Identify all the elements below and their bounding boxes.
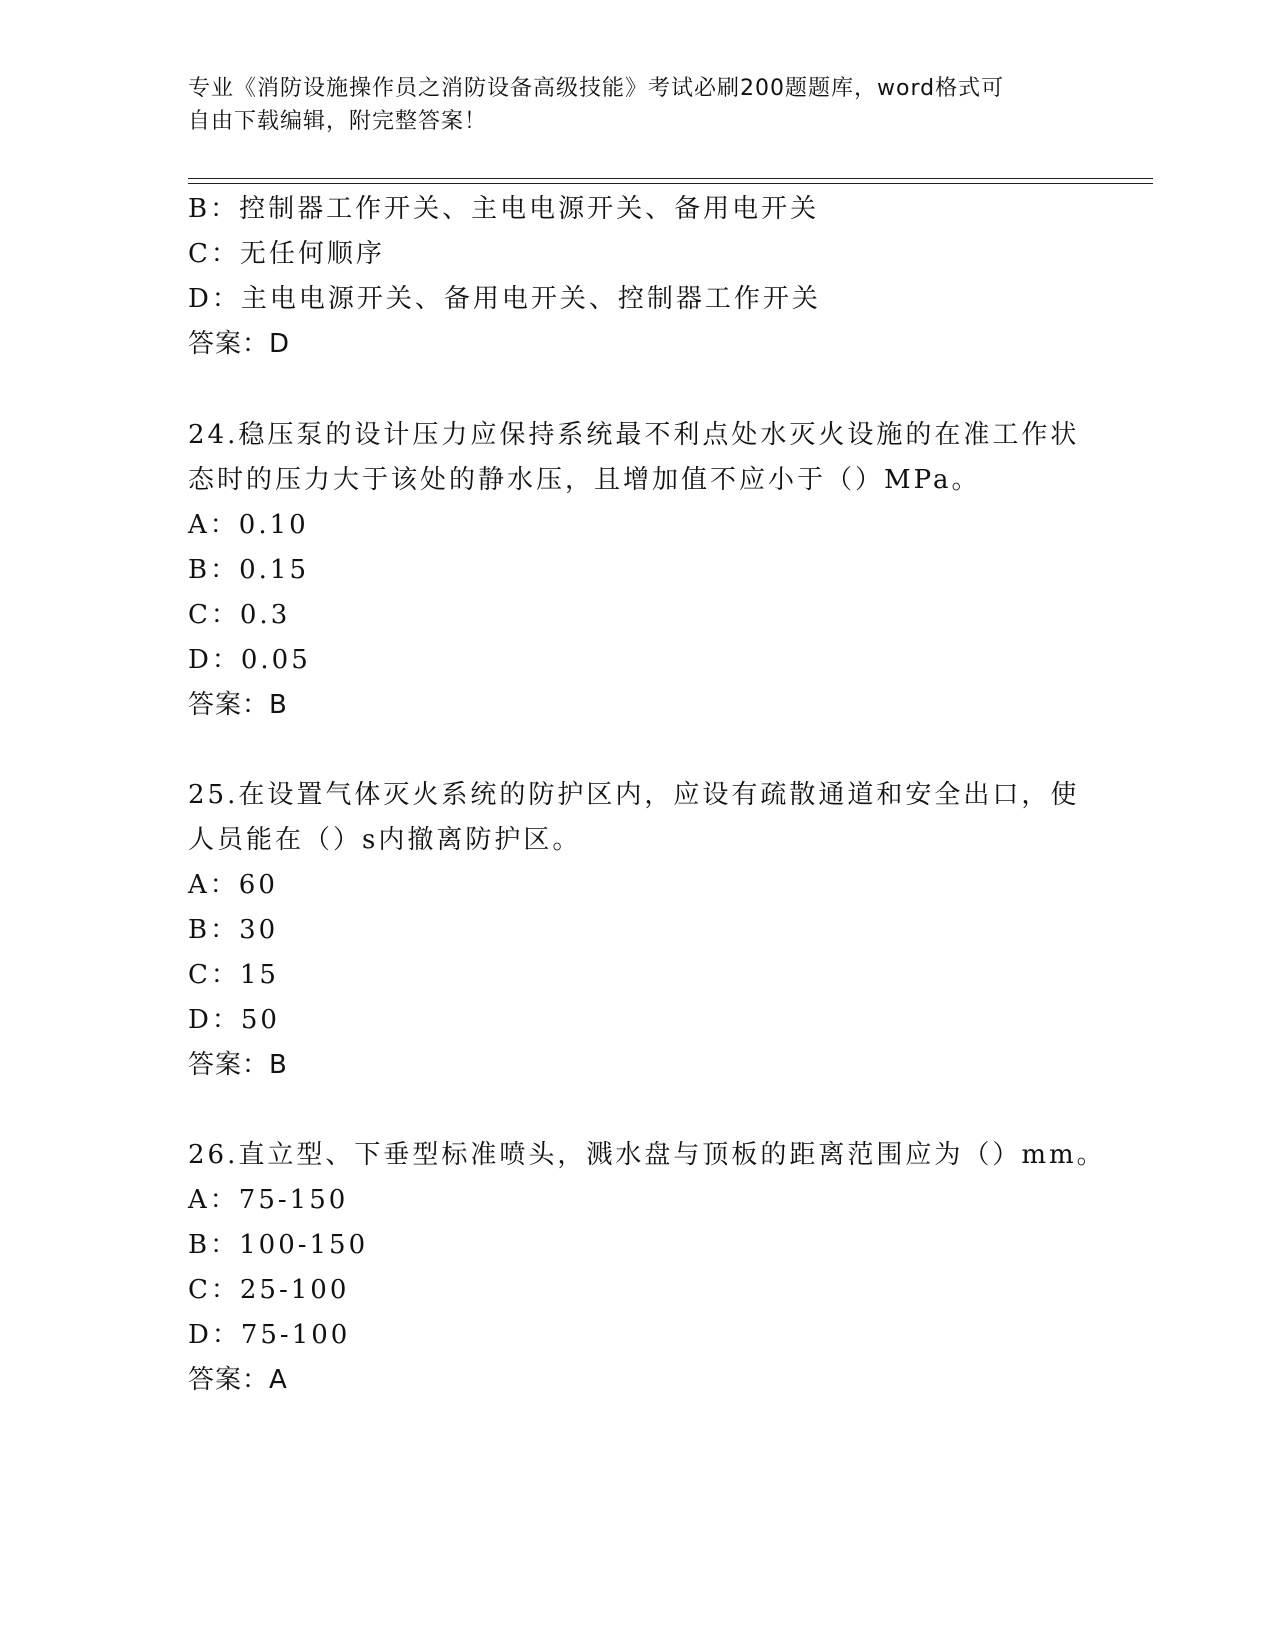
q25-option-c: C：15 xyxy=(188,960,279,990)
q24-option-b: B：0.15 xyxy=(188,555,309,585)
q26-option-a: A：75-150 xyxy=(188,1185,349,1215)
q24-option-c: C：0.3 xyxy=(188,600,291,630)
q23-option-d: D：主电电源开关、备用电开关、控制器工作开关 xyxy=(188,284,821,314)
q24-stem-line-1: 24.稳压泵的设计压力应保持系统最不利点处水灭火设施的在准工作状 xyxy=(188,420,1080,450)
q26-answer: 答案：A xyxy=(188,1365,288,1395)
q24-option-a: A：0.10 xyxy=(188,510,309,540)
q25-option-d: D：50 xyxy=(188,1005,280,1035)
q26-option-b: B：100-150 xyxy=(188,1230,369,1260)
q26-option-d: D：75-100 xyxy=(188,1320,351,1350)
header-divider-bottom xyxy=(188,183,1153,184)
q25-option-a: A：60 xyxy=(188,870,278,900)
q26-stem-line-1: 26.直立型、下垂型标准喷头，溅水盘与顶板的距离范围应为（）mm。 xyxy=(188,1140,1106,1170)
q25-option-b: B：30 xyxy=(188,915,279,945)
q23-answer: 答案：D xyxy=(188,329,291,359)
header-line-1: 专业《消防设施操作员之消防设备高级技能》考试必刷200题题库，word格式可 xyxy=(188,76,1005,101)
q23-option-c: C：无任何顺序 xyxy=(188,239,385,269)
q23-option-b: B：控制器工作开关、主电电源开关、备用电开关 xyxy=(188,194,820,224)
header-divider-top xyxy=(188,178,1153,179)
q25-answer: 答案：B xyxy=(188,1050,288,1080)
q24-answer: 答案：B xyxy=(188,690,288,720)
q24-option-d: D：0.05 xyxy=(188,645,311,675)
q26-option-c: C：25-100 xyxy=(188,1275,350,1305)
q25-stem-line-2: 人员能在（）s内撤离防护区。 xyxy=(188,825,582,855)
q24-stem-line-2: 态时的压力大于该处的静水压，且增加值不应小于（）MPa。 xyxy=(188,465,981,495)
q25-stem-line-1: 25.在设置气体灭火系统的防护区内，应设有疏散通道和安全出口，使 xyxy=(188,780,1080,810)
header-line-2: 自由下载编辑，附完整答案！ xyxy=(188,109,488,134)
document-header xyxy=(188,72,1068,138)
